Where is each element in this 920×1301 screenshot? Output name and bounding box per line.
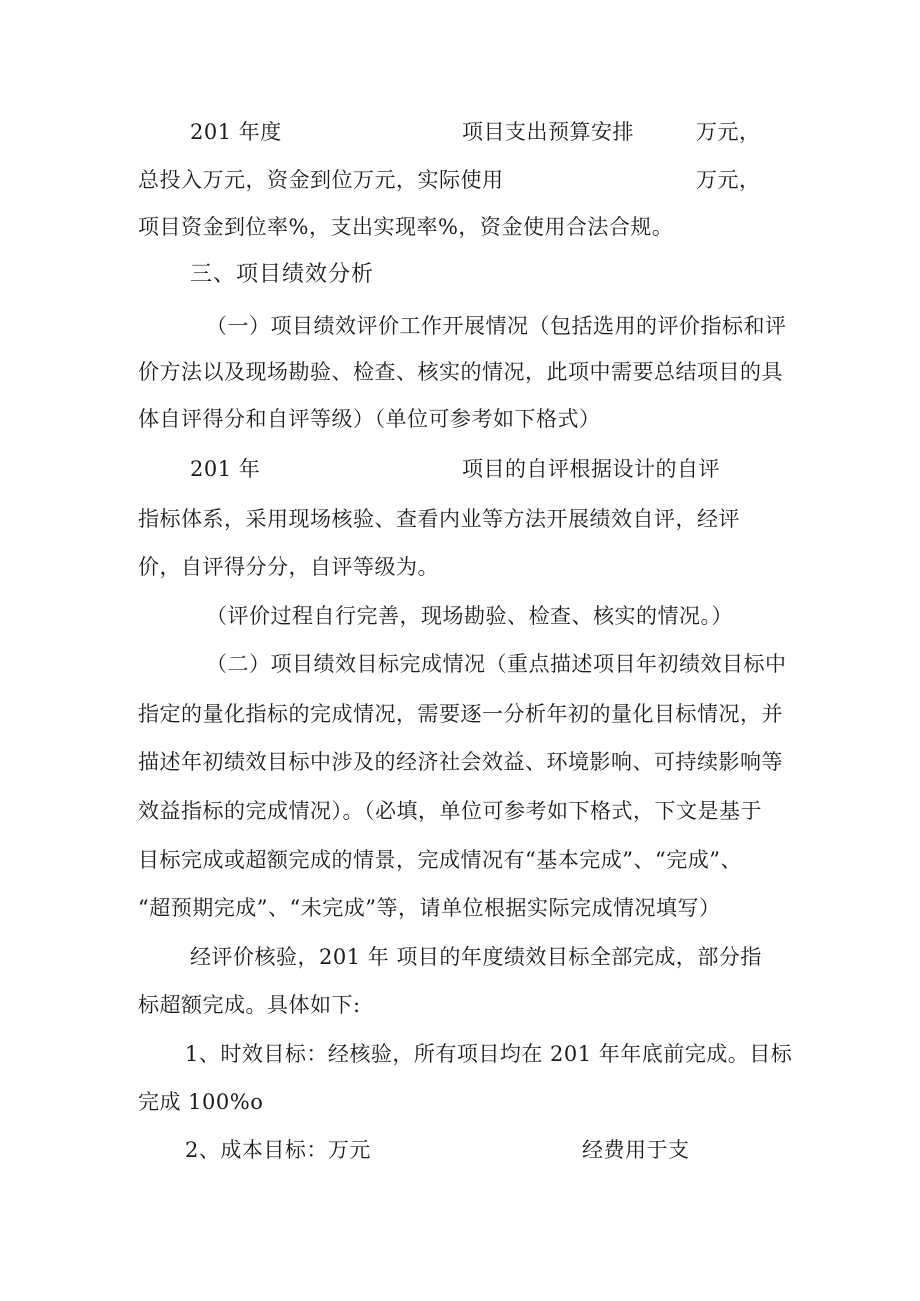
- item2-tail: 经费用于支: [582, 1138, 690, 1162]
- budget-unit: 万元，: [696, 120, 761, 144]
- verify-line1: 经评价核验，201 年 项目的年度绩效目标全部完成，部分指: [190, 945, 762, 969]
- sub2-line1: （二）项目绩效目标完成情况（重点描述项目年初绩效目标中: [206, 652, 787, 676]
- budget-year: 201 年度: [190, 120, 282, 144]
- item2-text: 2、成本目标：万元: [185, 1138, 371, 1162]
- sub2-line2: 指定的量化指标的完成情况，需要逐一分析年初的量化目标情况，并: [138, 702, 783, 726]
- sub1-line2: 价方法以及现场勘验、检查、核实的情况，此项中需要总结项目的具: [138, 360, 783, 384]
- verify-line2: 标超额完成。具体如下:: [138, 993, 361, 1017]
- section-heading: 三、项目绩效分析: [190, 262, 375, 287]
- self-eval-year: 201 年: [190, 457, 261, 481]
- sub2-line5: 目标完成或超额完成的情景，完成情况有“基本完成”、“完成”、: [138, 848, 742, 872]
- sub1-line3: 体自评得分和自评等级）（单位可参考如下格式）: [138, 407, 601, 431]
- budget-investment-text: 总投入万元，资金到位万元，实际使用: [138, 168, 504, 192]
- sub2-line6: “超预期完成”、“未完成”等，请单位根据实际完成情况填写）: [138, 896, 721, 920]
- item1-line2: 完成 100%o: [138, 1090, 264, 1114]
- budget-investment-unit: 万元，: [696, 168, 761, 192]
- self-eval-line2: 指标体系，采用现场核验、查看内业等方法开展绩效自评，经评: [138, 507, 740, 531]
- sub2-line3: 描述年初绩效目标中涉及的经济社会效益、环境影响、可持续影响等: [138, 750, 783, 774]
- sub1-line1: （一）项目绩效评价工作开展情况（包括选用的评价指标和评: [206, 314, 787, 338]
- budget-item: 项目支出预算安排: [462, 120, 634, 144]
- sub2-line4: 效益指标的完成情况）。（必填，单位可参考如下格式，下文是基于: [138, 799, 762, 823]
- self-eval-line3: 价，自评得分分，自评等级为。: [138, 555, 439, 579]
- self-eval-text: 项目的自评根据设计的自评: [462, 457, 720, 481]
- item1-line1: 1、时效目标：经核验，所有项目均在 201 年年底前完成。目标: [185, 1042, 793, 1066]
- eval-note: （评价过程自行完善，现场勘验、检查、核实的情况。）: [206, 604, 733, 628]
- budget-rate-text: 项目资金到位率%，支出实现率%，资金使用合法合规。: [138, 215, 674, 239]
